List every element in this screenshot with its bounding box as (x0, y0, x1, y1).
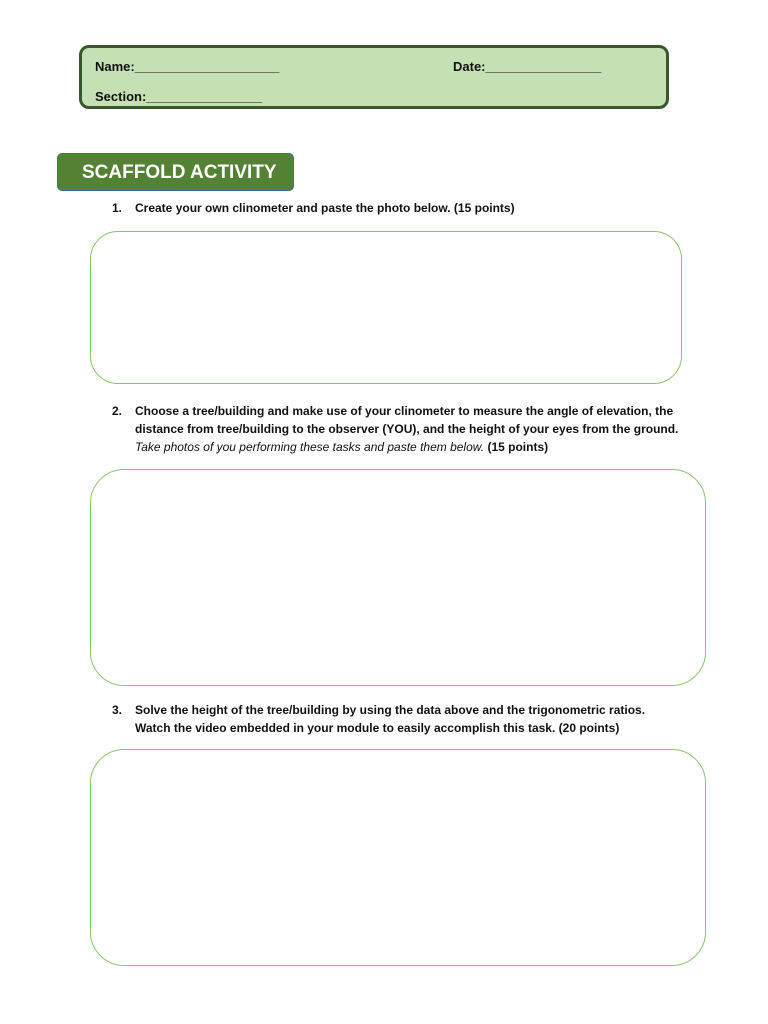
question-1 (112, 199, 672, 217)
question-3-text (135, 701, 692, 737)
name-field[interactable]: Name:____________________ (95, 59, 280, 74)
question-3-line-1: Solve the height of the tree/building by using the data above and the trigonometric ratios. (135, 703, 646, 717)
question-2-line-1: Choose a tree/building and make use of your clinometer to measure the angle of elevation, the (135, 404, 674, 418)
question-1-number: 1. (112, 201, 123, 215)
question-2-line-2: distance from tree/building to the observer (YOU), and the height of your eyes from the ground. (135, 422, 679, 436)
answer-box-3[interactable] (90, 749, 706, 966)
question-2-text (135, 402, 692, 456)
question-3-line-2: Watch the video embedded in your module to easily accomplish this task. (20 points) (135, 721, 620, 735)
student-info-header (79, 45, 669, 109)
question-2-number: 2. (112, 404, 123, 418)
question-2-instruction: Take photos of you performing these tasks and paste them below. (135, 440, 485, 454)
question-2-line-3 (135, 438, 692, 456)
section-field[interactable]: Section:________________ (95, 89, 262, 104)
question-2-points: (15 points) (484, 440, 549, 454)
question-3-number: 3. (112, 703, 123, 717)
answer-box-2[interactable] (90, 469, 706, 686)
answer-box-1[interactable] (90, 231, 682, 384)
activity-title: SCAFFOLD ACTIVITY (57, 153, 294, 191)
question-2 (112, 402, 692, 456)
date-field[interactable]: Date:________________ (453, 59, 602, 74)
question-1-text (135, 199, 672, 217)
question-3 (112, 701, 692, 737)
question-1-line-1: Create your own clinometer and paste the photo below. (15 points) (135, 201, 515, 215)
